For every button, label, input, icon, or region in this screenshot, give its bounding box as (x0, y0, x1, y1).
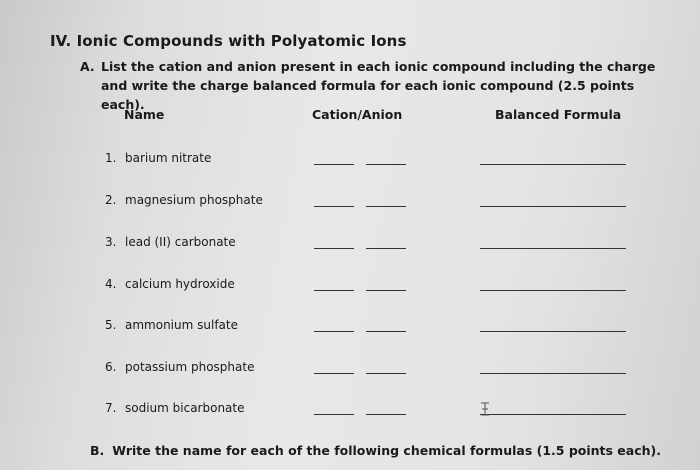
table-row (0, 235, 700, 255)
part-b (90, 443, 661, 458)
part-a-instructions: List the cation and anion present in each ionic compound including the charge and write the charge balanced formula for each ionic compound (2.5 points each). (101, 59, 656, 112)
table-row (0, 360, 700, 380)
anion-blank[interactable] (366, 206, 406, 207)
formula-blank[interactable] (480, 373, 626, 374)
compound-name: sodium bicarbonate (125, 401, 245, 415)
row-number: 4. (105, 277, 117, 291)
row-number: 2. (105, 193, 117, 207)
formula-blank[interactable] (480, 248, 626, 249)
compound-name: ammonium sulfate (125, 318, 238, 332)
anion-blank[interactable] (366, 290, 406, 291)
row-number: 6. (105, 360, 117, 374)
formula-blank[interactable] (480, 164, 626, 165)
formula-blank[interactable] (480, 206, 626, 207)
cation-blank[interactable] (314, 206, 354, 207)
compound-name: potassium phosphate (125, 360, 255, 374)
cation-blank[interactable] (314, 331, 354, 332)
header-balanced-formula: Balanced Formula (495, 107, 622, 122)
compound-name: lead (II) carbonate (125, 235, 236, 249)
cation-blank[interactable] (314, 164, 354, 165)
formula-blank[interactable] (480, 331, 626, 332)
part-b-letter: B. (90, 443, 105, 458)
anion-blank[interactable] (366, 414, 406, 415)
row-number: 7. (105, 401, 117, 415)
section-title: IV. Ionic Compounds with Polyatomic Ions (50, 32, 407, 50)
table-row (0, 401, 700, 421)
row-number: 1. (105, 151, 117, 165)
row-number: 3. (105, 235, 117, 249)
table-row (0, 277, 700, 297)
formula-blank[interactable] (480, 290, 626, 291)
cation-blank[interactable] (314, 373, 354, 374)
text-cursor-icon (478, 401, 492, 417)
formula-blank[interactable] (480, 414, 626, 415)
compound-name: barium nitrate (125, 151, 212, 165)
row-number: 5. (105, 318, 117, 332)
compound-name: magnesium phosphate (125, 193, 263, 207)
anion-blank[interactable] (366, 373, 406, 374)
part-b-instructions: Write the name for each of the following chemical formulas (1.5 points each). (112, 443, 661, 458)
table-row (0, 193, 700, 213)
anion-blank[interactable] (366, 164, 406, 165)
table-row (0, 151, 700, 171)
anion-blank[interactable] (366, 331, 406, 332)
header-name: Name (124, 107, 165, 122)
cation-blank[interactable] (314, 414, 354, 415)
table-row (0, 318, 700, 338)
cation-blank[interactable] (314, 290, 354, 291)
compound-name: calcium hydroxide (125, 277, 235, 291)
cation-blank[interactable] (314, 248, 354, 249)
header-cation-anion: Cation/Anion (312, 107, 403, 122)
part-a-letter: A. (80, 59, 95, 74)
anion-blank[interactable] (366, 248, 406, 249)
